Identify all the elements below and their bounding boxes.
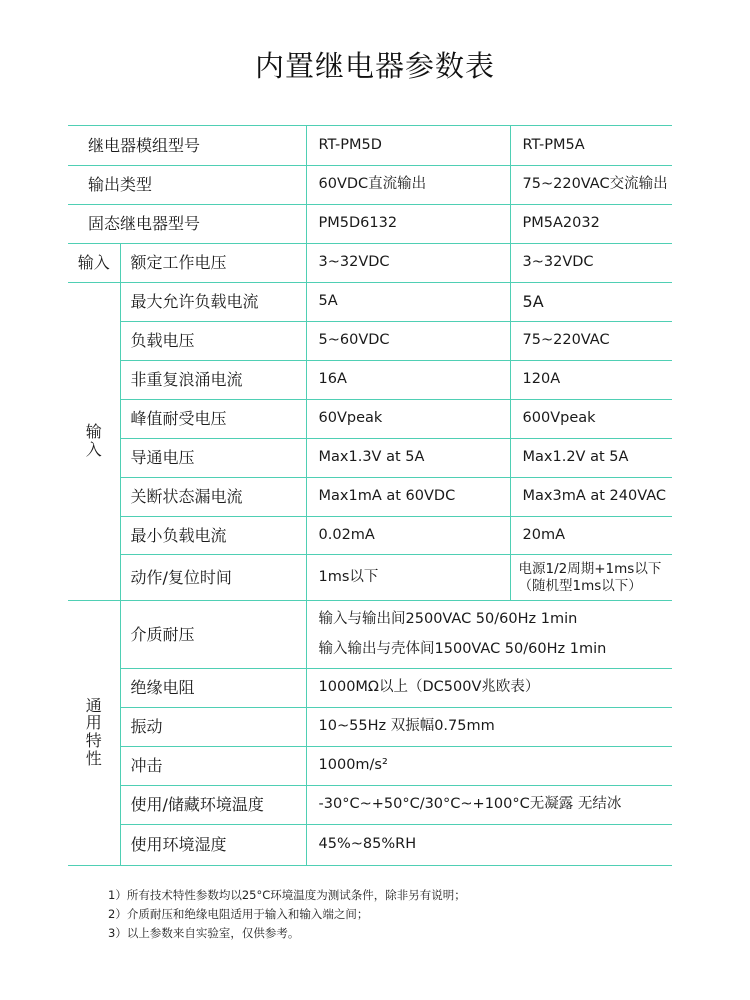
- value-cell-pm5a: RT-PM5A: [510, 126, 672, 166]
- row-label: 额定工作电压: [120, 244, 306, 283]
- table-row: [68, 517, 672, 555]
- value-cell-pm5d: 1ms以下: [306, 555, 510, 601]
- value-cell-pm5a: Max3mA at 240VAC: [510, 478, 672, 517]
- table-row: [68, 322, 672, 361]
- row-label: 负载电压: [120, 322, 306, 361]
- row-label: 使用环境湿度: [120, 825, 306, 866]
- page-title: 内置继电器参数表: [254, 49, 495, 83]
- value-cell-pm5a: PM5A2032: [510, 205, 672, 244]
- group-label-input: 输入: [68, 244, 120, 283]
- spec-table: [68, 125, 672, 866]
- value-cell-pm5d: 0.02mA: [306, 517, 510, 555]
- table-row: [68, 439, 672, 478]
- footnote: 2）介质耐压和绝缘电阻适用于输入和输入端之间；: [108, 907, 369, 921]
- value-cell-pm5d: Max1mA at 60VDC: [306, 478, 510, 517]
- row-label: 绝缘电阻: [120, 669, 306, 708]
- table-row: [68, 708, 672, 747]
- dielectric-line-2: 输入输出与壳体间1500VAC 50/60Hz 1min: [318, 640, 607, 657]
- value-cell-pm5a: 电源1/2周期+1ms以下 （随机型1ms以下）: [510, 555, 672, 601]
- row-label: 输出类型: [68, 166, 306, 205]
- value-cell-pm5d: 3~32VDC: [306, 244, 510, 283]
- value-cell-pm5d: 5A: [306, 283, 510, 322]
- value-cell-pm5a: 3~32VDC: [510, 244, 672, 283]
- table-row: [68, 825, 672, 866]
- row-label: 继电器模组型号: [68, 126, 306, 166]
- row-label: 振动: [120, 708, 306, 747]
- value-cell-merged: 10~55Hz 双振幅0.75mm: [306, 708, 672, 747]
- row-label: 非重复浪涌电流: [120, 361, 306, 400]
- row-label: 导通电压: [120, 439, 306, 478]
- value-cell-pm5d: PM5D6132: [306, 205, 510, 244]
- value-cell-pm5a: 20mA: [510, 517, 672, 555]
- row-label: 固态继电器型号: [68, 205, 306, 244]
- table-row: [68, 555, 672, 601]
- value-cell-merged: -30°C~+50°C/30°C~+100°C无凝露 无结冰: [306, 786, 672, 825]
- footnotes: [108, 886, 466, 943]
- table-row: [68, 478, 672, 517]
- value-cell-pm5a: Max1.2V at 5A: [510, 439, 672, 478]
- row-label: 动作/复位时间: [120, 555, 306, 601]
- value-cell-pm5d: 5~60VDC: [306, 322, 510, 361]
- table-row: [68, 244, 672, 283]
- table-row: [68, 205, 672, 244]
- value-cell-merged: 1000MΩ以上（DC500V兆欧表）: [306, 669, 672, 708]
- table-row: [68, 283, 672, 322]
- footnote: 3）以上参数来自实验室，仅供参考。: [108, 926, 300, 940]
- value-cell-pm5d: RT-PM5D: [306, 126, 510, 166]
- value-cell-pm5a: 600Vpeak: [510, 400, 672, 439]
- row-label: 介质耐压: [120, 601, 306, 669]
- row-label: 关断状态漏电流: [120, 478, 306, 517]
- row-label: 最大允许负载电流: [120, 283, 306, 322]
- table-row: [68, 400, 672, 439]
- table-row: [68, 601, 672, 669]
- group-label-output: 输入: [68, 283, 120, 601]
- value-cell-merged: [306, 601, 672, 669]
- value-cell-pm5d: 60VDC直流输出: [306, 166, 510, 205]
- table-row: [68, 126, 672, 166]
- row-label: 冲击: [120, 747, 306, 786]
- value-cell-pm5a: 75~220VAC交流输出: [510, 166, 672, 205]
- value-cell-pm5a: 5A: [510, 283, 672, 322]
- group-label-general: 通用特性: [68, 601, 120, 866]
- row-label: 最小负载电流: [120, 517, 306, 555]
- table-row: [68, 747, 672, 786]
- value-cell-merged: 1000m/s²: [306, 747, 672, 786]
- row-label: 使用/储藏环境温度: [120, 786, 306, 825]
- value-cell-pm5a: 120A: [510, 361, 672, 400]
- table-row: [68, 361, 672, 400]
- table-row: [68, 669, 672, 708]
- table-row: [68, 786, 672, 825]
- value-cell-pm5d: Max1.3V at 5A: [306, 439, 510, 478]
- value-cell-pm5d: 60Vpeak: [306, 400, 510, 439]
- value-cell-pm5d: 16A: [306, 361, 510, 400]
- value-cell-pm5a: 75~220VAC: [510, 322, 672, 361]
- row-label: 峰值耐受电压: [120, 400, 306, 439]
- value-cell-merged: 45%~85%RH: [306, 825, 672, 866]
- dielectric-line-1: 输入与输出间2500VAC 50/60Hz 1min: [318, 610, 578, 627]
- footnote: 1）所有技术特性参数均以25°C环境温度为测试条件，除非另有说明；: [108, 888, 466, 902]
- table-row: [68, 166, 672, 205]
